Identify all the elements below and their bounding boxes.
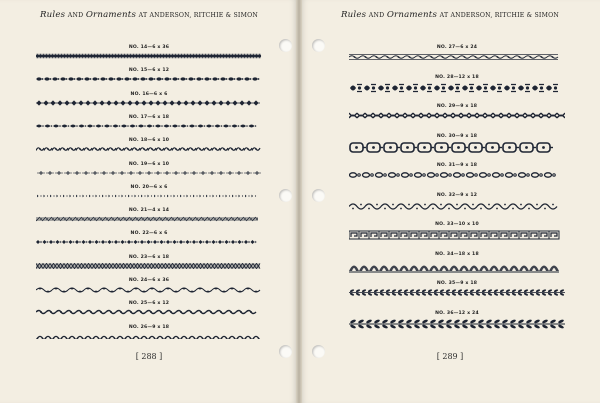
book-gutter: [296, 0, 302, 403]
ornament-rule: [36, 239, 262, 245]
ornament-rule: [36, 286, 262, 294]
ornament-rule: [36, 76, 262, 82]
ornament-label: NO. 16—6 x 6: [130, 91, 168, 97]
ornament-rule: [349, 112, 565, 119]
ornament-rule: [349, 142, 565, 153]
punch-hole: [279, 39, 292, 52]
ornament-label: NO. 19—6 x 10: [128, 161, 170, 167]
ornament-rule: [349, 171, 565, 179]
ornament-label: NO. 25—6 x 12: [128, 301, 170, 307]
ornament-label: NO. 14—6 x 36: [128, 45, 170, 50]
ornament-rule: [349, 83, 565, 93]
ornament-label: NO. 33—10 x 10: [435, 222, 479, 227]
ornament-label: NO. 26—9 x 18: [128, 324, 170, 330]
ornament-rule: [349, 230, 565, 240]
ornament-rule: [36, 263, 262, 269]
ornament-label: NO. 24—6 x 36: [128, 278, 170, 283]
ornament-rule: [36, 193, 262, 199]
ornament-label: NO. 31—9 x 18: [436, 163, 478, 168]
ornament-rule: [36, 53, 262, 59]
ornament-label: NO. 29—9 x 18: [436, 104, 478, 109]
ornament-label: NO. 36—12 x 24: [435, 310, 479, 316]
punch-hole: [312, 345, 325, 358]
ornament-label: NO. 22—6 x 6: [130, 231, 168, 237]
left-running-head: Rules AND Ornaments AT ANDERSON, RITCHIE & SIMON: [39, 10, 258, 20]
ornament-rule: [36, 100, 262, 106]
ornament-label: NO. 34—18 x 18: [435, 251, 479, 257]
ornament-rule: [36, 216, 262, 222]
right-running-head: Rules AND Ornaments AT ANDERSON, RITCHIE & SIMON: [340, 10, 559, 20]
ornament-label: NO. 21—4 x 14: [128, 208, 170, 214]
ornament-label: NO. 15—6 x 12: [128, 68, 170, 74]
ornament-label: NO. 27—6 x 24: [436, 45, 478, 50]
ornament-rule: [36, 309, 262, 315]
punch-hole: [279, 345, 292, 358]
ornament-label: NO. 28—12 x 18: [435, 74, 479, 80]
left-page: [0, 0, 298, 403]
ornament-rule: [349, 319, 565, 329]
ornament-label: NO. 23—6 x 18: [128, 254, 170, 260]
ornament-rule: [36, 123, 262, 129]
punch-hole: [312, 189, 325, 202]
ornament-label: NO. 20—6 x 6: [130, 184, 168, 190]
ornament-label: NO. 35—9 x 18: [436, 281, 478, 286]
ornament-rule: [36, 146, 262, 152]
punch-hole: [279, 189, 292, 202]
ornament-rule: [36, 170, 262, 176]
ornament-label: NO. 32—9 x 12: [436, 192, 478, 198]
ornament-rule: [349, 289, 565, 296]
right-page-number: [ 289 ]: [436, 352, 464, 361]
ornament-rule: [36, 333, 262, 340]
ornament-rule: [349, 53, 565, 61]
ornament-rule: [349, 260, 565, 274]
punch-hole: [312, 39, 325, 52]
ornament-label: NO. 18—6 x 10: [128, 138, 170, 144]
ornament-label: NO. 30—9 x 18: [436, 133, 478, 139]
left-page-number: [ 288 ]: [135, 352, 163, 361]
ornament-rule: [349, 201, 565, 212]
ornament-label: NO. 17—6 x 18: [128, 114, 170, 120]
